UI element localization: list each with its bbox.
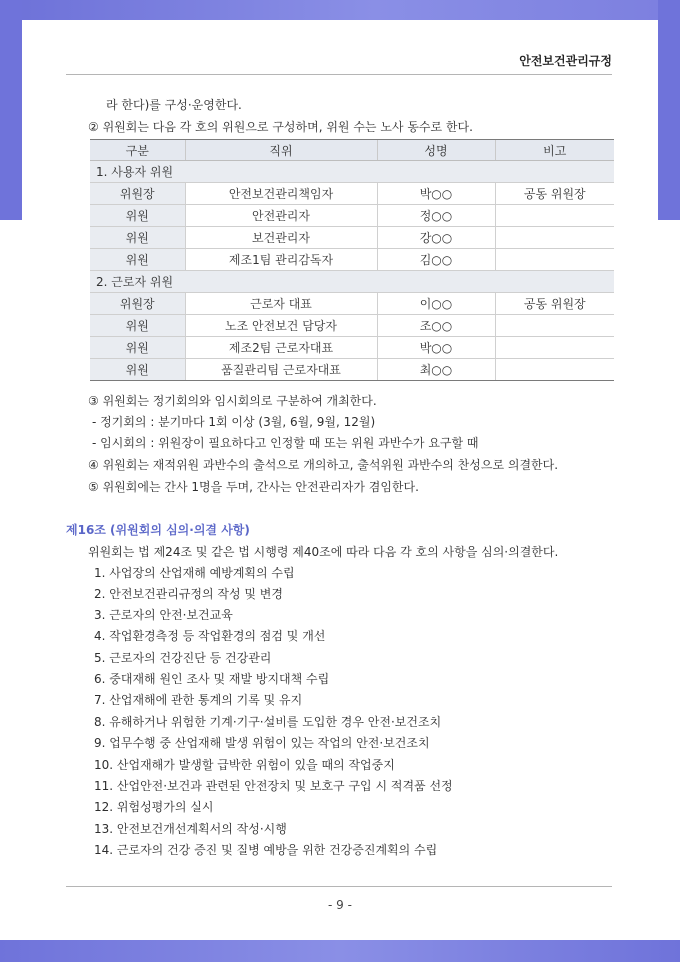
table-row	[90, 315, 614, 337]
list-item: 9. 업무수행 중 산업재해 발생 위험이 있는 작업의 안전·보건조치	[94, 736, 430, 750]
table-cell	[495, 359, 614, 381]
table-cell: 위원	[90, 337, 185, 359]
list-item: 6. 중대재해 원인 조사 및 재발 방지대책 수립	[94, 672, 330, 686]
table-cell: 제조2팀 근로자대표	[185, 337, 377, 359]
table-cell	[495, 205, 614, 227]
table-cell: 노조 안전보건 담당자	[185, 315, 377, 337]
table-cell: 김○○	[377, 249, 495, 271]
table-cell: 안전보건관리책임자	[185, 183, 377, 205]
table-row	[90, 183, 614, 205]
table-cell: 보건관리자	[185, 227, 377, 249]
column-header: 구분	[90, 140, 185, 161]
list-item: 7. 산업재해에 관한 통계의 기록 및 유지	[94, 693, 303, 707]
table-cell	[495, 337, 614, 359]
table-row	[90, 227, 614, 249]
table-cell	[495, 249, 614, 271]
group-label-worker: 2. 근로자 위원	[90, 271, 614, 293]
table-cell: 최○○	[377, 359, 495, 381]
committee-members-table	[90, 139, 614, 381]
column-header: 직위	[185, 140, 377, 161]
list-item: 11. 산업안전·보건과 관련된 안전장치 및 보호구 구입 시 적격품 선정	[94, 779, 453, 793]
table-cell: 공동 위원장	[495, 183, 614, 205]
clause-2: ② 위원회는 다음 각 호의 위원으로 구성하며, 위원 수는 노사 동수로 한다.	[88, 120, 473, 134]
group-label-employer: 1. 사용자 위원	[90, 161, 614, 183]
header-divider	[66, 74, 612, 75]
table-cell: 정○○	[377, 205, 495, 227]
clause-5: ⑤ 위원회에는 간사 1명을 두며, 간사는 안전관리자가 겸임한다.	[88, 480, 419, 494]
table-cell	[495, 227, 614, 249]
page-number: - 9 -	[328, 898, 352, 912]
footer-divider	[66, 886, 612, 887]
right-frame-band	[658, 0, 680, 220]
temporary-meeting-note: - 임시회의 : 위원장이 필요하다고 인정할 때 또는 위원 과반수가 요구할 때	[92, 436, 479, 450]
list-item: 2. 안전보건관리규정의 작성 및 변경	[94, 587, 283, 601]
table-cell: 안전관리자	[185, 205, 377, 227]
table-cell: 강○○	[377, 227, 495, 249]
table-cell: 위원	[90, 359, 185, 381]
table-header-row	[90, 140, 614, 161]
table-row	[90, 337, 614, 359]
bottom-frame-band	[0, 940, 680, 962]
table-cell: 박○○	[377, 337, 495, 359]
table-cell: 위원장	[90, 183, 185, 205]
table-cell: 제조1팀 관리감독자	[185, 249, 377, 271]
document-header-title: 안전보건관리규정	[519, 54, 612, 68]
table-cell	[495, 315, 614, 337]
list-item: 1. 사업장의 산업재해 예방계획의 수립	[94, 566, 295, 580]
table-cell: 위원	[90, 227, 185, 249]
table-group-row	[90, 161, 614, 183]
table-cell: 이○○	[377, 293, 495, 315]
list-item: 5. 근로자의 건강진단 등 건강관리	[94, 651, 272, 665]
list-item: 10. 산업재해가 발생할 급박한 위험이 있을 때의 작업중지	[94, 758, 395, 772]
table-group-row	[90, 271, 614, 293]
list-item: 8. 유해하거나 위험한 기계·기구·설비를 도입한 경우 안전·보건조치	[94, 715, 442, 729]
table-cell: 위원	[90, 315, 185, 337]
table-cell: 위원	[90, 205, 185, 227]
continued-sentence: 라 한다)를 구성·운영한다.	[106, 98, 242, 112]
table-row	[90, 205, 614, 227]
table-row	[90, 249, 614, 271]
list-item: 14. 근로자의 건강 증진 및 질병 예방을 위한 건강증진계획의 수립	[94, 843, 438, 857]
list-item: 3. 근로자의 안전·보건교육	[94, 608, 233, 622]
table-cell: 공동 위원장	[495, 293, 614, 315]
table-cell: 위원장	[90, 293, 185, 315]
left-frame-band	[0, 0, 22, 220]
table-cell: 박○○	[377, 183, 495, 205]
table-cell: 근로자 대표	[185, 293, 377, 315]
list-item: 4. 작업환경측정 등 작업환경의 점검 및 개선	[94, 629, 326, 643]
clause-3: ③ 위원회는 정기회의와 임시회의로 구분하여 개최한다.	[88, 394, 377, 408]
top-frame-band	[0, 0, 680, 20]
table-cell: 품질관리팀 근로자대표	[185, 359, 377, 381]
column-header: 비고	[495, 140, 614, 161]
article-16-intro: 위원회는 법 제24조 및 같은 법 시행령 제40조에 따라 다음 각 호의 사항을 심의·의결한다.	[88, 545, 559, 559]
article-16-heading: 제16조 (위원회의 심의·의결 사항)	[66, 523, 250, 537]
regular-meeting-note: - 정기회의 : 분기마다 1회 이상 (3월, 6월, 9월, 12월)	[92, 415, 376, 429]
table-cell: 조○○	[377, 315, 495, 337]
clause-4: ④ 위원회는 재적위원 과반수의 출석으로 개의하고, 출석위원 과반수의 찬성으로 의결한다.	[88, 458, 559, 472]
table-row	[90, 293, 614, 315]
column-header: 성명	[377, 140, 495, 161]
table-cell: 위원	[90, 249, 185, 271]
table-row	[90, 359, 614, 381]
list-item: 13. 안전보건개선계획서의 작성·시행	[94, 822, 287, 836]
list-item: 12. 위험성평가의 실시	[94, 800, 214, 814]
